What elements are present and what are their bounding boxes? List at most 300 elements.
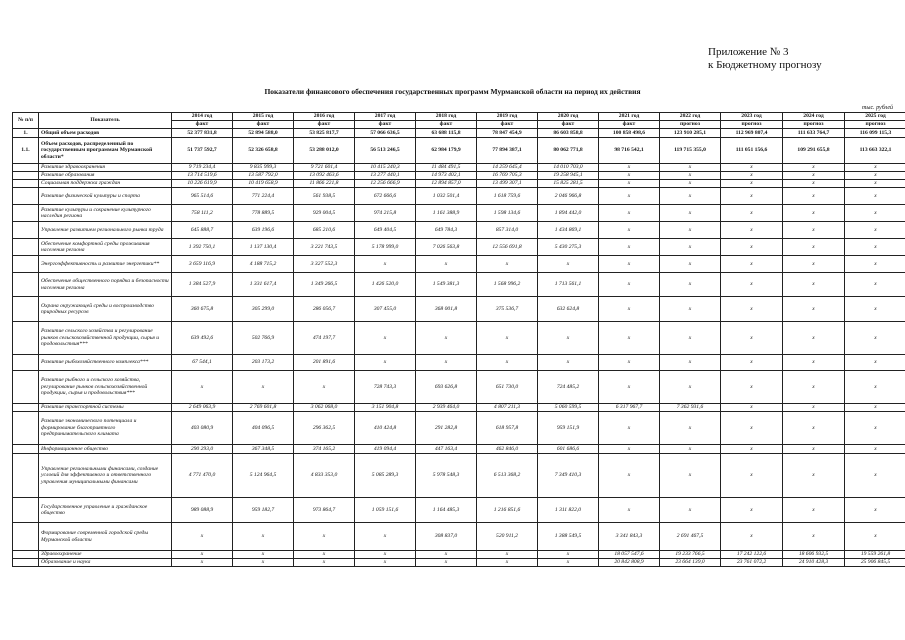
row-value: 368 001,8 xyxy=(416,297,477,322)
row-value: x xyxy=(721,273,783,297)
row-value: 502 766,9 xyxy=(233,322,294,355)
row-value: x xyxy=(660,322,721,355)
row-value: 13 714 519,6 xyxy=(172,172,233,180)
row-value: 11 484 491,5 xyxy=(416,164,477,172)
column-header-type: факт xyxy=(233,121,294,129)
row-value: 1 164 485,3 xyxy=(416,498,477,523)
row-index xyxy=(13,523,39,551)
row-value: 307 455,0 xyxy=(355,297,416,322)
row-value: 290 293,0 xyxy=(172,445,233,454)
row-value: 13 499 307,1 xyxy=(477,180,538,188)
row-value: x xyxy=(355,322,416,355)
row-name: Информационное общество xyxy=(39,445,172,454)
row-value: x xyxy=(660,180,721,188)
row-value: x xyxy=(599,273,660,297)
row-value: x xyxy=(721,498,783,523)
row-value: 601 686,6 xyxy=(538,445,599,454)
table-row xyxy=(13,559,905,567)
row-value: x xyxy=(294,559,355,567)
row-value: 1 549 381,3 xyxy=(416,273,477,297)
row-name: Развитие культуры и сохранение культурного наследия региона xyxy=(39,205,172,222)
row-value: x xyxy=(660,297,721,322)
column-header-type: прогноз xyxy=(721,121,783,129)
row-value: 1 059 151,6 xyxy=(355,498,416,523)
row-value: 1 426 520,0 xyxy=(355,273,416,297)
row-value: x xyxy=(783,222,845,239)
column-header-year: 2020 год xyxy=(538,113,599,121)
column-header-year: 2016 год xyxy=(294,113,355,121)
row-value: 203 173,2 xyxy=(233,355,294,371)
row-index xyxy=(13,273,39,297)
row-value: x xyxy=(172,551,233,559)
row-value: 618 957,8 xyxy=(477,412,538,445)
row-value: x xyxy=(172,559,233,567)
table-row xyxy=(13,445,905,454)
row-name: Образование и наука xyxy=(39,559,172,567)
row-value: 12 556 691,8 xyxy=(477,239,538,256)
row-value: x xyxy=(845,523,905,551)
row-name: Обеспечение комфортной среды проживания населения региона xyxy=(39,239,172,256)
row-value: x xyxy=(599,256,660,273)
column-header-type: факт xyxy=(172,121,233,129)
row-value: x xyxy=(783,188,845,205)
row-value: x xyxy=(599,322,660,355)
row-value: x xyxy=(172,523,233,551)
row-value: 86 603 858,8 xyxy=(538,129,599,138)
row-value: 23 664 139,0 xyxy=(660,559,721,567)
row-value: 24 910 428,3 xyxy=(783,559,845,567)
row-value: x xyxy=(783,523,845,551)
row-name: Развитие физической культуры и спорта xyxy=(39,188,172,205)
row-value: 201 891,6 xyxy=(294,355,355,371)
row-value: 3 659 116,9 xyxy=(172,256,233,273)
row-value: 639 492,6 xyxy=(172,322,233,355)
row-value: x xyxy=(721,164,783,172)
row-value: x xyxy=(721,188,783,205)
row-value: x xyxy=(845,498,905,523)
row-value: x xyxy=(721,297,783,322)
row-index xyxy=(13,180,39,188)
row-value: 6 317 967,7 xyxy=(599,404,660,412)
row-index xyxy=(13,239,39,256)
column-header-type: прогноз xyxy=(845,121,905,129)
column-header-year: 2017 год xyxy=(355,113,416,121)
row-name: Развитие рыбного и сельского хозяйства, регулирование рынков сельскохозяйственной продукции, сырья и продовольствия*** xyxy=(39,371,172,404)
row-name: Здравоохранение xyxy=(39,551,172,559)
row-value: x xyxy=(845,222,905,239)
column-header-type: факт xyxy=(538,121,599,129)
row-value: x xyxy=(599,180,660,188)
row-value: x xyxy=(355,559,416,567)
column-header-name: Показатель xyxy=(39,113,172,129)
row-name: Государственное управление и гражданское общество xyxy=(39,498,172,523)
row-value: 5 060 599,5 xyxy=(538,404,599,412)
row-index xyxy=(13,188,39,205)
row-value: x xyxy=(783,273,845,297)
row-value: x xyxy=(660,188,721,205)
row-name: Развитие транспортной системы xyxy=(39,404,172,412)
row-value: 520 911,2 xyxy=(477,523,538,551)
row-value: x xyxy=(355,256,416,273)
row-value: x xyxy=(845,188,905,205)
row-value: 119 715 355,0 xyxy=(660,138,721,164)
row-value: 1 618 759,6 xyxy=(477,188,538,205)
row-value: x xyxy=(416,551,477,559)
row-value: 5 178 999,0 xyxy=(355,239,416,256)
row-value: x xyxy=(783,180,845,188)
row-value: 771 224,4 xyxy=(233,188,294,205)
table-row xyxy=(13,412,905,445)
row-value: x xyxy=(599,164,660,172)
row-value: 959 151,9 xyxy=(538,412,599,445)
column-header-year: 2023 год xyxy=(721,113,783,121)
row-value: x xyxy=(783,412,845,445)
row-value: 52 894 588,0 xyxy=(233,129,294,138)
row-value: x xyxy=(660,355,721,371)
row-value: 18 606 932,5 xyxy=(783,551,845,559)
row-value: x xyxy=(599,412,660,445)
row-value: 20 842 808,9 xyxy=(599,559,660,567)
row-value: x xyxy=(660,445,721,454)
row-value: 9 721 601,4 xyxy=(294,164,355,172)
row-value: 10 419 658,9 xyxy=(233,180,294,188)
row-value: 286 056,7 xyxy=(294,297,355,322)
row-value: 3 062 068,0 xyxy=(294,404,355,412)
row-index xyxy=(13,256,39,273)
row-value: x xyxy=(845,322,905,355)
row-value: x xyxy=(845,239,905,256)
row-name: Развитие экономического потенциала и формирование благоприятного предпринимательского климата xyxy=(39,412,172,445)
column-header-type: факт xyxy=(599,121,660,129)
row-value: 462 846,0 xyxy=(477,445,538,454)
row-value: 639 196,6 xyxy=(233,222,294,239)
row-value: 14 010 703,0 xyxy=(538,164,599,172)
row-value: 112 969 807,4 xyxy=(721,129,783,138)
row-name: Развитие сельского хозяйства и регулирование рынков сельскохозяйственной продукции, сырья и продовольствия*** xyxy=(39,322,172,355)
row-value: x xyxy=(783,322,845,355)
row-value: x xyxy=(416,355,477,371)
row-value: 5 430 275,3 xyxy=(538,239,599,256)
row-value: 80 062 771,8 xyxy=(538,138,599,164)
row-value: x xyxy=(783,256,845,273)
row-value: x xyxy=(538,322,599,355)
table-row xyxy=(13,322,905,355)
row-value: 111 633 764,7 xyxy=(783,129,845,138)
row-value: x xyxy=(845,273,905,297)
row-value: x xyxy=(172,371,233,404)
column-header-year: 2019 год xyxy=(477,113,538,121)
row-value: 3 151 904,8 xyxy=(355,404,416,412)
row-value: 10 226 619,9 xyxy=(172,180,233,188)
row-value: x xyxy=(721,172,783,180)
row-value: 1 216 851,6 xyxy=(477,498,538,523)
column-header-type: прогноз xyxy=(660,121,721,129)
row-value: x xyxy=(599,222,660,239)
row-value: 2 769 601,8 xyxy=(233,404,294,412)
row-value: 367 348,5 xyxy=(233,445,294,454)
row-value: x xyxy=(294,523,355,551)
row-value: x xyxy=(538,559,599,567)
row-value: 25 906 845,5 xyxy=(845,559,905,567)
row-value: 758 111,2 xyxy=(172,205,233,222)
row-value: 1 434 869,1 xyxy=(538,222,599,239)
row-value: x xyxy=(845,412,905,445)
row-value: x xyxy=(416,256,477,273)
row-value: x xyxy=(599,454,660,498)
row-index xyxy=(13,355,39,371)
row-value: x xyxy=(599,371,660,404)
row-value: 7 026 563,8 xyxy=(416,239,477,256)
row-value: 7 349 410,3 xyxy=(538,454,599,498)
row-value: 645 888,7 xyxy=(172,222,233,239)
row-value: 305 299,0 xyxy=(233,297,294,322)
row-value: x xyxy=(660,172,721,180)
row-value: x xyxy=(355,523,416,551)
table-row xyxy=(13,180,905,188)
row-value: 19 233 766,5 xyxy=(660,551,721,559)
row-value: 113 663 322,1 xyxy=(845,138,905,164)
row-index: 1. xyxy=(13,129,39,138)
row-value: 11 866 221,8 xyxy=(294,180,355,188)
row-value: 100 858 498,6 xyxy=(599,129,660,138)
row-value: 9 835 999,3 xyxy=(233,164,294,172)
row-value: x xyxy=(845,164,905,172)
appendix-caption xyxy=(708,46,822,72)
row-value: x xyxy=(783,239,845,256)
row-value: 12 894 857,0 xyxy=(416,180,477,188)
row-value: x xyxy=(599,498,660,523)
row-value: 929 004,5 xyxy=(294,205,355,222)
row-value: x xyxy=(845,256,905,273)
row-value: 57 066 636,5 xyxy=(355,129,416,138)
row-value: x xyxy=(599,205,660,222)
row-value: 296 362,5 xyxy=(294,412,355,445)
column-header-year: 2021 год xyxy=(599,113,660,121)
table-row xyxy=(13,222,905,239)
table-row xyxy=(13,404,905,412)
row-name: Управление развитием регионального рынка труда xyxy=(39,222,172,239)
row-value: 1 137 130,4 xyxy=(233,239,294,256)
row-value: 77 894 387,1 xyxy=(477,138,538,164)
row-value: 474 197,7 xyxy=(294,322,355,355)
row-value: 19 559 261,8 xyxy=(845,551,905,559)
row-value: 973 864,7 xyxy=(294,498,355,523)
row-index xyxy=(13,322,39,355)
row-value: x xyxy=(660,454,721,498)
row-value: 632 624,8 xyxy=(538,297,599,322)
row-value: x xyxy=(783,297,845,322)
row-value: x xyxy=(538,551,599,559)
row-value: 7 362 931,6 xyxy=(660,404,721,412)
row-value: x xyxy=(845,371,905,404)
table-row xyxy=(13,188,905,205)
row-value: x xyxy=(721,523,783,551)
row-value: 111 051 156,6 xyxy=(721,138,783,164)
column-header-type: факт xyxy=(355,121,416,129)
row-value: 56 513 246,5 xyxy=(355,138,416,164)
row-value: 15 825 281,5 xyxy=(538,180,599,188)
row-value: 3 327 552,3 xyxy=(294,256,355,273)
row-value: 2 649 063,9 xyxy=(172,404,233,412)
financing-table xyxy=(12,112,905,567)
row-value: x xyxy=(599,297,660,322)
row-index xyxy=(13,559,39,567)
table-row xyxy=(13,172,905,180)
column-header-year: 2015 год xyxy=(233,113,294,121)
table-row xyxy=(13,164,905,172)
row-value: x xyxy=(660,498,721,523)
row-name: Развитие рыбохозяйственного комплекса*** xyxy=(39,355,172,371)
row-index xyxy=(13,412,39,445)
row-value: x xyxy=(660,222,721,239)
row-value: x xyxy=(845,205,905,222)
row-value: x xyxy=(660,205,721,222)
row-value: 4 807 211,3 xyxy=(477,404,538,412)
row-value: x xyxy=(355,355,416,371)
row-value: 410 424,8 xyxy=(355,412,416,445)
row-value: x xyxy=(845,297,905,322)
row-index xyxy=(13,404,39,412)
row-value: 1 331 617,4 xyxy=(233,273,294,297)
column-header-year: 2018 год xyxy=(416,113,477,121)
units-label: тыс. рублей xyxy=(862,105,893,111)
row-value: x xyxy=(783,454,845,498)
row-value: 1 392 750,1 xyxy=(172,239,233,256)
row-value: 1 568 996,2 xyxy=(477,273,538,297)
row-value: 1 713 561,1 xyxy=(538,273,599,297)
row-value: x xyxy=(783,172,845,180)
table-row xyxy=(13,205,905,222)
row-value: x xyxy=(721,454,783,498)
row-value: 52 326 658,8 xyxy=(233,138,294,164)
row-value: 78 847 454,9 xyxy=(477,129,538,138)
column-header-year: 2024 год xyxy=(783,113,845,121)
row-value: 62 984 179,9 xyxy=(416,138,477,164)
row-value: 374 165,2 xyxy=(294,445,355,454)
row-value: 2 691 467,5 xyxy=(660,523,721,551)
row-value: 685 210,6 xyxy=(294,222,355,239)
table-row xyxy=(13,129,905,138)
row-value: x xyxy=(477,256,538,273)
row-value: 693 626,8 xyxy=(416,371,477,404)
row-value: 63 688 115,8 xyxy=(416,129,477,138)
row-value: x xyxy=(783,404,845,412)
row-value: 649 784,3 xyxy=(416,222,477,239)
row-value: x xyxy=(233,523,294,551)
row-value: x xyxy=(538,355,599,371)
table-row xyxy=(13,138,905,164)
row-value: 857 314,0 xyxy=(477,222,538,239)
row-value: 778 889,5 xyxy=(233,205,294,222)
row-value: x xyxy=(783,164,845,172)
row-value: x xyxy=(783,371,845,404)
row-value: x xyxy=(783,498,845,523)
row-value: 13 092 463,6 xyxy=(294,172,355,180)
row-value: x xyxy=(355,551,416,559)
table-row xyxy=(13,523,905,551)
row-value: 419 094,4 xyxy=(355,445,416,454)
row-value: 649 404,5 xyxy=(355,222,416,239)
row-value: x xyxy=(721,371,783,404)
row-value: 52 377 831,8 xyxy=(172,129,233,138)
row-index xyxy=(13,205,39,222)
row-value: 672 666,6 xyxy=(355,188,416,205)
table-row xyxy=(13,256,905,273)
row-value: 53 825 817,7 xyxy=(294,129,355,138)
row-value: 14 259 645,4 xyxy=(477,164,538,172)
column-header-type: прогноз xyxy=(783,121,845,129)
row-value: x xyxy=(599,445,660,454)
row-value: 4 833 353,0 xyxy=(294,454,355,498)
row-name: Обеспечение общественного порядка и безопасности населения региона xyxy=(39,273,172,297)
row-name: Управление региональными финансами, создание условий для эффективного и ответственного управления муниципальными финансами xyxy=(39,454,172,498)
row-index xyxy=(13,454,39,498)
row-value: x xyxy=(477,355,538,371)
row-value: x xyxy=(294,371,355,404)
row-value: 989 088,9 xyxy=(172,498,233,523)
row-value: 67 544,1 xyxy=(172,355,233,371)
row-value: 14 973 402,1 xyxy=(416,172,477,180)
row-value: 561 938,5 xyxy=(294,188,355,205)
row-value: x xyxy=(845,180,905,188)
row-value: x xyxy=(477,551,538,559)
row-value: 51 737 592,7 xyxy=(172,138,233,164)
document-title: Показатели финансового обеспечения государственных программ Мурманской области на период их действия xyxy=(264,87,641,96)
row-name: Общий объем расходов xyxy=(39,129,172,138)
row-name: Формирование современной городской среды Мурманской области xyxy=(39,523,172,551)
row-value: x xyxy=(416,322,477,355)
row-value: 16 769 705,3 xyxy=(477,172,538,180)
row-value: x xyxy=(721,322,783,355)
row-index xyxy=(13,371,39,404)
table-row xyxy=(13,551,905,559)
row-value: x xyxy=(660,273,721,297)
row-index: 1.1. xyxy=(13,138,39,164)
table-row xyxy=(13,273,905,297)
row-value: x xyxy=(233,559,294,567)
row-value: 13 587 792,0 xyxy=(233,172,294,180)
row-value: x xyxy=(721,205,783,222)
row-value: x xyxy=(845,454,905,498)
column-header-type: факт xyxy=(416,121,477,129)
table-row xyxy=(13,454,905,498)
row-value: x xyxy=(660,256,721,273)
column-header-year: 2014 год xyxy=(172,113,233,121)
row-value: 2 046 966,8 xyxy=(538,188,599,205)
row-value: 447 163,4 xyxy=(416,445,477,454)
row-value: 5 978 548,3 xyxy=(416,454,477,498)
row-value: 18 057 547,6 xyxy=(599,551,660,559)
row-value: x xyxy=(845,172,905,180)
row-value: 4 188 715,2 xyxy=(233,256,294,273)
row-value: 724 485,2 xyxy=(538,371,599,404)
row-value: x xyxy=(721,445,783,454)
row-index xyxy=(13,297,39,322)
row-value: x xyxy=(783,355,845,371)
row-value: 6 513 368,2 xyxy=(477,454,538,498)
row-value: 3 341 843,3 xyxy=(599,523,660,551)
row-value: 109 291 655,8 xyxy=(783,138,845,164)
row-value: x xyxy=(233,551,294,559)
row-name: Социальная поддержка граждан xyxy=(39,180,172,188)
row-value: 308 837,0 xyxy=(416,523,477,551)
row-value: 19 258 945,1 xyxy=(538,172,599,180)
row-value: 123 910 285,1 xyxy=(660,129,721,138)
row-index xyxy=(13,445,39,454)
row-value: x xyxy=(660,412,721,445)
row-value: x xyxy=(721,355,783,371)
row-value: 375 536,7 xyxy=(477,297,538,322)
